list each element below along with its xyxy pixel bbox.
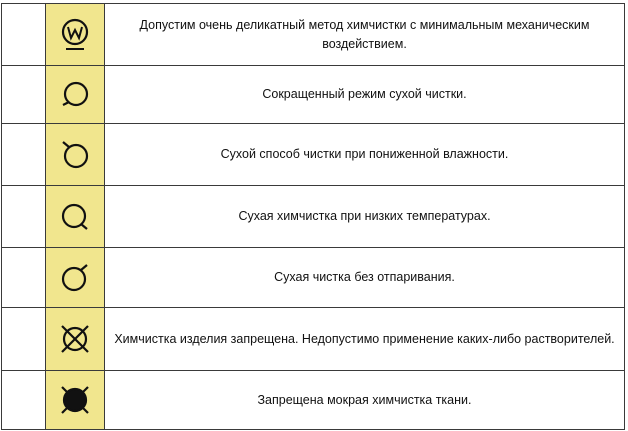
table-row [2, 186, 625, 248]
description-cell [105, 66, 625, 124]
row-description: Запрещена мокрая химчистка ткани. [257, 392, 472, 407]
crossed-filled-circle-no-wetclean-icon [55, 380, 95, 420]
blank-cell [2, 186, 46, 248]
table-row [2, 4, 625, 66]
blank-cell [2, 248, 46, 308]
icon-cell [46, 4, 105, 66]
row-description: Сухой способ чистки при пониженной влажности. [220, 147, 509, 161]
icon-cell [46, 371, 105, 430]
circle-low-heat-icon [55, 197, 95, 237]
icon-cell [46, 308, 105, 371]
circle-low-moisture-icon [55, 135, 95, 175]
icon-cell [46, 124, 105, 186]
row-description: Сокращенный режим сухой чистки. [262, 87, 467, 101]
care-symbols-table [1, 3, 625, 430]
blank-cell [2, 4, 46, 66]
row-description: Сухая чистка без отпаривания. [274, 270, 455, 284]
description-cell [105, 124, 625, 186]
icon-cell [46, 248, 105, 308]
icon-cell [46, 66, 105, 124]
row-description: Сухая химчистка при низких температурах. [238, 209, 491, 223]
blank-cell [2, 308, 46, 371]
blank-cell [2, 371, 46, 430]
blank-cell [2, 124, 46, 186]
circle-short-cycle-icon [55, 75, 95, 115]
crossed-circle-no-dryclean-icon [55, 319, 95, 359]
description-cell [105, 4, 625, 66]
circle-no-steam-icon [55, 258, 95, 298]
description-cell [105, 308, 625, 371]
row-description: Допустим очень деликатный метод химчистки с минимальным механическим воздействием. [139, 17, 590, 51]
description-cell [105, 186, 625, 248]
description-cell [105, 371, 625, 430]
blank-cell [2, 66, 46, 124]
table-row [2, 66, 625, 124]
table-row [2, 248, 625, 308]
table-row [2, 371, 625, 430]
circle-w-dryclean-icon [55, 15, 95, 55]
description-cell [105, 248, 625, 308]
row-description: Химчистка изделия запрещена. Недопустимо применение каких-либо растворителей. [114, 331, 615, 346]
icon-cell [46, 186, 105, 248]
table-row [2, 124, 625, 186]
table-row [2, 308, 625, 371]
